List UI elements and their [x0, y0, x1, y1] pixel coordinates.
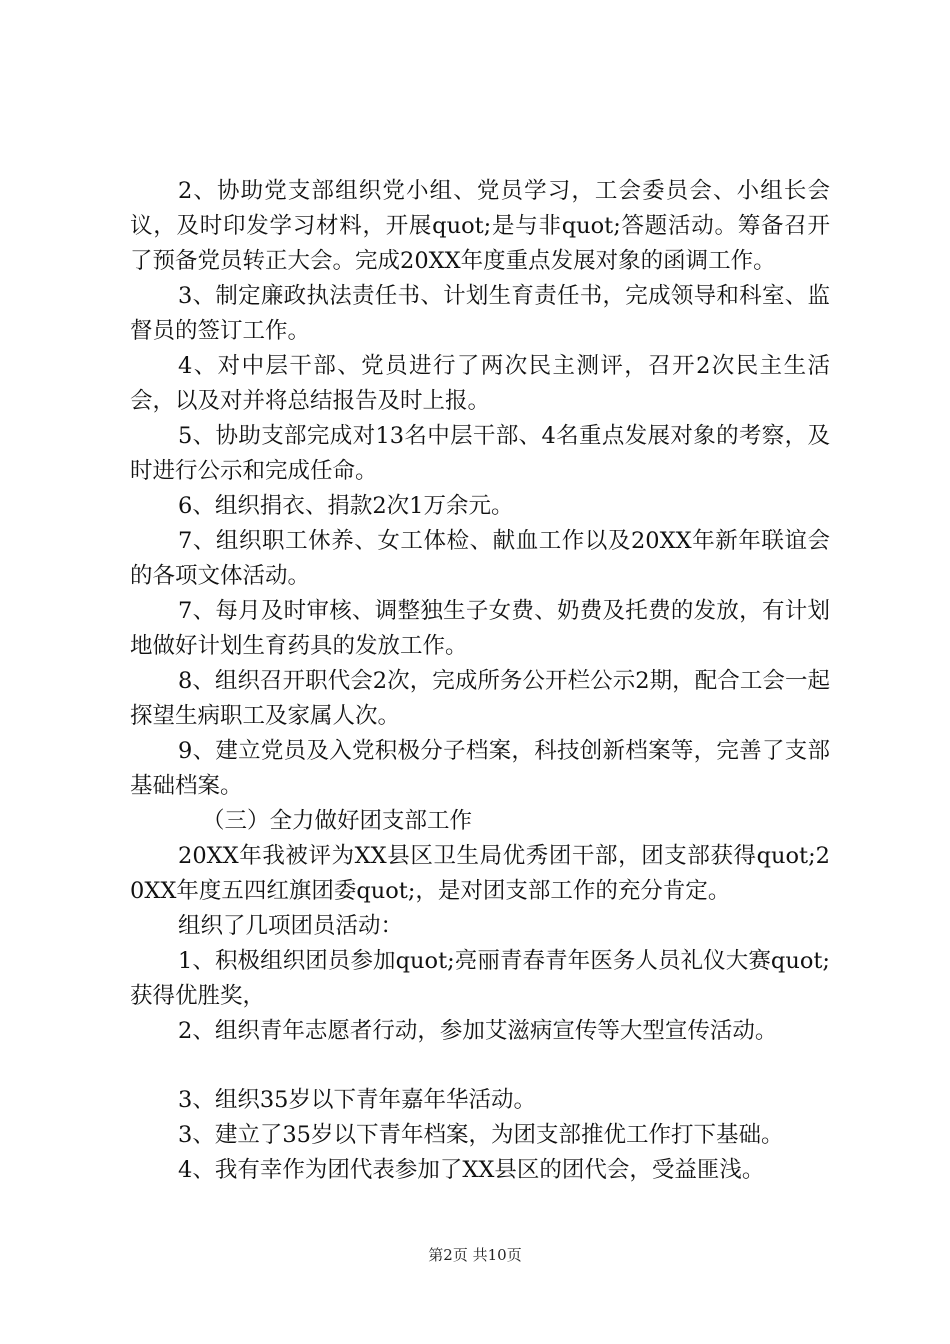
list-item-3-archive: 3、建立了35岁以下青年档案，为团支部推优工作打下基础。 — [178, 1122, 784, 1148]
document-body — [130, 174, 830, 1188]
paragraph-item-6-donation: 6、组织捐衣、捐款2次1万余元。 — [178, 493, 514, 519]
list-item-4-congress: 4、我有幸作为团代表参加了XX县区的团代会，受益匪浅。 — [178, 1157, 765, 1183]
paragraph-item-7-activities: 7、组织职工休养、女工体检、献血工作以及20XX年新年联谊会的各项文体活动。 — [130, 528, 830, 589]
paragraph-item-4-evaluation: 4、对中层干部、党员进行了两次民主测评，召开2次民主生活会，以及对并将总结报告及时上报。 — [130, 353, 830, 414]
paragraph-item-5-inspection: 5、协助支部完成对13名中层干部、4名重点发展对象的考察，及时进行公示和完成任命。 — [130, 423, 830, 484]
paragraph-item-9-archives: 9、建立党员及入党积极分子档案，科技创新档案等，完善了支部基础档案。 — [130, 738, 830, 799]
paragraph-activities-intro: 组织了几项团员活动： — [178, 913, 404, 939]
paragraph-item-2-party-study: 2、协助党支部组织党小组、党员学习，工会委员会、小组长会议，及时印发学习材料，开展quot;是与非quot;答题活动。筹备召开了预备党员转正大会。完成20XX年度重点发展对象的函调工作。 — [130, 178, 830, 274]
paragraph-item-7-fees: 7、每月及时审核、调整独生子女费、奶费及托费的发放，有计划地做好计划生育药具的发放工作。 — [130, 598, 830, 659]
list-item-2-volunteer: 2、组织青年志愿者行动，参加艾滋病宣传等大型宣传活动。 — [178, 1018, 778, 1044]
paragraph-item-3-responsibility: 3、制定廉政执法责任书、计划生育责任书，完成领导和科室、监督员的签订工作。 — [130, 283, 830, 344]
paragraph-award: 20XX年我被评为XX县区卫生局优秀团干部，团支部获得quot;20XX年度五四红旗团委quot;，是对团支部工作的充分肯定。 — [130, 843, 830, 904]
list-item-3-carnival: 3、组织35岁以下青年嘉年华活动。 — [178, 1087, 536, 1113]
list-item-1-etiquette: 1、积极组织团员参加quot;亮丽青春青年医务人员礼仪大赛quot;获得优胜奖， — [130, 948, 830, 1009]
paragraph-item-8-congress: 8、组织召开职代会2次，完成所务公开栏公示2期，配合工会一起探望生病职工及家属人次。 — [130, 668, 830, 729]
page-number-footer: 第2页 共10页 — [428, 1246, 522, 1264]
section-heading-youth-league: （三）全力做好团支部工作 — [202, 808, 473, 834]
